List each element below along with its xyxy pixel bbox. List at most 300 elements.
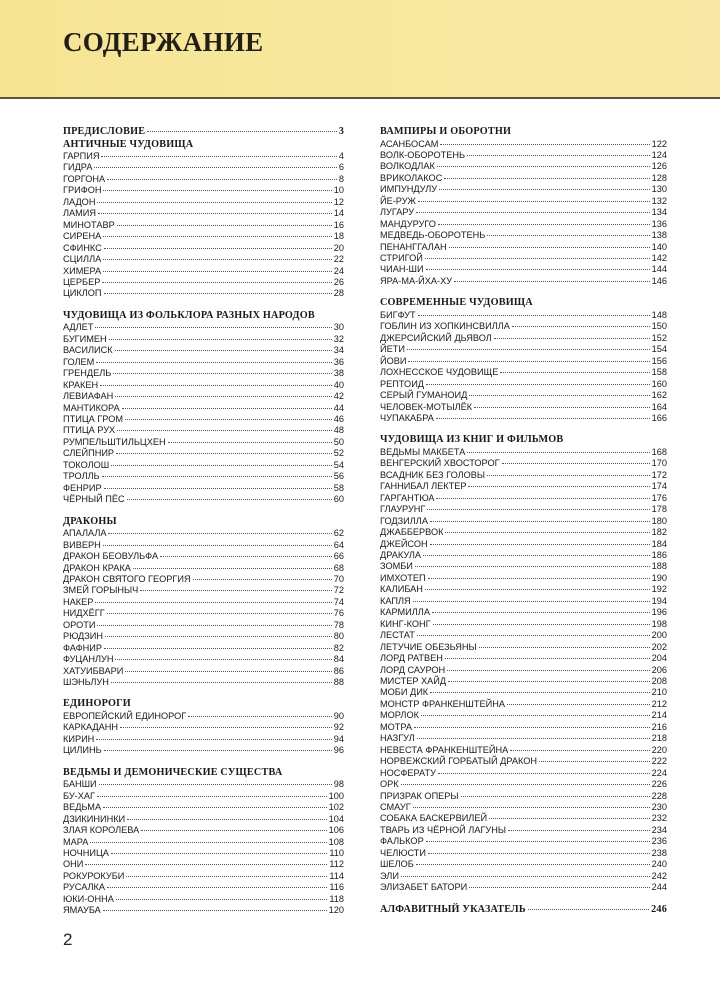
entry-name: ФУЦАНЛУН [63,654,114,665]
toc-entry[interactable] [63,551,344,562]
entry-page-number: 98 [333,779,344,790]
entry-name: ЛАДОН [63,196,96,207]
toc-entry[interactable] [380,367,667,378]
toc-entry[interactable] [380,848,667,859]
section-heading-label: ВЕДЬМЫ И ДЕМОНИЧЕСКИЕ СУЩЕСТВА [63,766,283,778]
entry-name: ГРИФОН [63,185,102,196]
entry-name: ВОЛК-ОБОРОТЕНЬ [380,149,466,160]
toc-entry[interactable] [380,481,667,492]
toc-entry[interactable] [380,710,667,721]
toc-entry[interactable] [63,677,344,688]
toc-entry[interactable] [380,813,667,824]
entry-page-number: 224 [651,767,667,778]
dot-leader [447,670,649,671]
toc-entry[interactable] [380,859,667,870]
entry-page-number: 152 [651,332,667,343]
section-heading-label: СОВРЕМЕННЫЕ ЧУДОВИЩА [380,297,533,309]
dot-leader [461,796,650,797]
entry-name: ДЖЕЙСОН [380,538,428,549]
toc-section [380,126,667,287]
dot-leader [430,544,650,545]
dot-leader [97,796,327,797]
toc-entry[interactable] [380,836,667,847]
toc-entry[interactable] [63,345,344,356]
dot-leader [426,384,650,385]
entry-name: МОБИ ДИК [380,687,429,698]
toc-entry[interactable] [380,871,667,882]
toc-entry[interactable] [380,676,667,687]
toc-entry[interactable] [63,871,344,882]
entry-name: ВАСИЛИСК [63,345,113,356]
dot-leader [104,293,332,294]
dot-leader [428,853,650,854]
toc-entry[interactable] [380,630,667,641]
toc-entry[interactable] [380,665,667,676]
entry-name: МАРА [63,836,89,847]
dot-leader [438,224,650,225]
entry-name: ЯМАУБА [63,905,101,916]
dot-leader [433,624,650,625]
toc-entry[interactable] [63,448,344,459]
toc-entry[interactable] [63,334,344,345]
dot-leader [539,761,650,762]
toc-entry[interactable] [380,184,667,195]
entry-page-number: 126 [651,161,667,172]
entry-page-number: 8 [338,173,344,184]
toc-entry[interactable] [380,447,667,458]
toc-entry[interactable] [380,402,667,413]
entry-page-number: 42 [333,391,344,402]
dot-leader [445,658,650,659]
toc-entry[interactable] [63,574,344,585]
entry-name: ГРЕНДЕЛЬ [63,368,112,379]
entry-name: ДЗИКИНИНКИ [63,813,126,824]
toc-entry[interactable] [63,254,344,265]
dot-leader [97,202,331,203]
toc-entry[interactable] [63,391,344,402]
entry-name: КАРМИЛЛА [380,607,430,618]
toc-entry[interactable] [380,173,667,184]
dot-leader [413,807,650,808]
entry-page-number: 186 [651,550,667,560]
entry-name: СФИНКС [63,242,102,253]
toc-entry[interactable] [380,458,667,469]
entry-page-number: 242 [651,870,667,881]
dot-leader [436,418,650,419]
dot-leader [125,671,331,672]
entry-name: РЮДЗИН [63,631,104,642]
toc-entry[interactable] [380,619,667,630]
entry-name: ГОРГОНА [63,173,106,184]
entry-name: ЦИКЛОП [63,288,102,299]
dot-leader [120,727,332,728]
dot-leader [95,327,331,328]
toc-entry[interactable] [380,722,667,733]
entry-name: ВСАДНИК БЕЗ ГОЛОВЫ [380,469,486,480]
entry-page-number: 214 [651,710,667,721]
entry-name: ГОДЗИЛЛА [380,515,428,526]
entry-name: РУМПЕЛЬШТИЛЬЦХЕН [63,436,166,447]
entry-name: ТВАРЬ ИЗ ЧЁРНОЙ ЛАГУНЫ [380,824,507,835]
toc-entry[interactable] [380,527,667,538]
dot-leader [502,463,650,464]
toc-entry[interactable] [380,825,667,836]
entry-page-number: 90 [333,710,344,721]
toc-entry[interactable] [63,494,344,505]
toc-entry[interactable] [63,905,344,916]
entry-page-number: 132 [651,195,667,206]
toc-entry[interactable] [63,185,344,196]
entry-name: ФЕНРИР [63,482,102,493]
toc-entry[interactable] [63,745,344,756]
toc-entry[interactable] [63,722,344,733]
entry-name: ЛУГАРУ [380,207,415,218]
entry-name: МИНОТАВР [63,219,115,230]
toc-entry[interactable] [63,825,344,836]
entry-name: ЛАМИЯ [63,208,97,219]
toc-entry[interactable] [380,413,667,424]
toc-entry[interactable] [63,425,344,436]
toc-entry[interactable] [380,356,667,367]
entry-name: ВОЛКОДЛАК [380,161,435,172]
entry-name: ОРК [380,779,399,790]
section-heading [380,297,667,310]
entry-name: ЗМЕЙ ГОРЫНЫЧ [63,585,139,596]
toc-entry[interactable] [63,162,344,173]
toc-entry[interactable] [380,756,667,767]
section-heading[interactable] [63,126,344,139]
entry-page-number: 118 [329,893,344,904]
toc-entry[interactable] [380,321,667,332]
toc-entry[interactable] [380,150,667,161]
toc-entry[interactable] [63,814,344,825]
entry-page-number: 154 [651,344,667,355]
entry-page-number: 230 [651,801,667,812]
toc-entry[interactable] [63,666,344,677]
entry-name: ВЕДЬМЫ МАКБЕТА [380,446,466,457]
dot-leader [103,545,332,546]
entry-page-number: 70 [333,573,344,584]
entry-page-number: 18 [333,231,344,242]
entry-name: ЗОМБИ [380,561,413,572]
section-heading[interactable] [380,904,667,917]
toc-entry[interactable] [380,768,667,779]
toc-entry[interactable] [380,390,667,401]
entry-page-number: 24 [333,265,344,276]
dot-leader [439,189,650,190]
toc-entry[interactable] [63,208,344,219]
dot-leader [104,648,332,649]
entry-name: СОБАКА БАСКЕРВИЛЕЙ [380,813,488,824]
toc-entry[interactable] [63,711,344,722]
toc-entry[interactable] [380,470,667,481]
section-heading-label: ДРАКОНЫ [63,515,117,527]
entry-page-number: 238 [651,847,667,858]
entry-page-number: 56 [333,471,344,482]
page-number: 2 [63,930,73,949]
dot-leader [487,475,650,476]
entry-page-number: 22 [333,254,344,265]
entry-page-number: 78 [333,619,344,630]
toc-entry[interactable] [63,894,344,905]
dot-leader [427,509,649,510]
toc-entry[interactable] [63,151,344,162]
entry-name: ЧЕЛЮСТИ [380,847,427,858]
toc-entry[interactable] [380,779,667,790]
dot-leader [494,338,650,339]
entry-page-number: 204 [651,653,667,664]
toc-entry[interactable] [63,174,344,185]
toc-entry[interactable] [380,139,667,150]
toc-entry[interactable] [63,243,344,254]
entry-page-number: 150 [651,321,667,332]
entry-page-number: 144 [651,264,667,275]
dot-leader [444,178,649,179]
toc-entry[interactable] [63,471,344,482]
entry-name: ГАРПИЯ [63,151,100,161]
toc-entry[interactable] [380,493,667,504]
dot-leader [437,166,650,167]
toc-entry[interactable] [380,550,667,561]
toc-entry[interactable] [63,460,344,471]
dot-leader [111,682,332,683]
entry-page-number: 100 [328,790,344,801]
entry-name: ГАННИБАЛ ЛЕКТЕР [380,481,467,492]
toc-entry[interactable] [63,620,344,631]
entry-page-number: 6 [338,162,344,173]
toc-entry[interactable] [63,322,344,333]
entry-page-number: 116 [329,882,344,893]
dot-leader [512,326,650,327]
toc-entry[interactable] [63,608,344,619]
toc-entry[interactable] [63,220,344,231]
toc-entry[interactable] [380,242,667,253]
toc-entry[interactable] [63,882,344,893]
toc-entry[interactable] [63,437,344,448]
toc-entry[interactable] [380,573,667,584]
toc-section [63,126,344,139]
entry-name: КИНГ-КОНГ [380,618,431,629]
toc-entry[interactable] [63,643,344,654]
dot-leader [430,521,650,522]
entry-page-number: 236 [651,836,667,847]
toc-entry[interactable] [63,597,344,608]
toc-entry[interactable] [63,734,344,745]
dot-leader [469,395,649,396]
entry-page-number: 184 [651,538,667,549]
toc-entry[interactable] [380,333,667,344]
entry-name: ДРАКОН БЕОВУЛЬФА [63,551,159,562]
toc-entry[interactable] [380,607,667,618]
entry-name: СЛЕЙПНИР [63,448,115,459]
entry-page-number: 240 [651,859,667,870]
toc-entry[interactable] [63,414,344,425]
toc-entry[interactable] [63,837,344,848]
entry-name: ПТИЦА ГРОМ [63,414,123,425]
toc-entry[interactable] [63,277,344,288]
section-page-number: 3 [338,126,344,137]
entry-name: ДРАКУЛА [380,550,422,560]
toc-entry[interactable] [380,802,667,813]
entry-page-number: 244 [651,882,667,893]
entry-name: АСАНБОСАМ [380,138,439,149]
dot-leader [127,819,326,820]
section-heading [63,516,344,529]
toc-left-column [63,126,344,927]
toc-entry[interactable] [63,528,344,539]
toc-entry[interactable] [63,368,344,379]
dot-leader [474,407,650,408]
toc-entry[interactable] [380,596,667,607]
toc-entry[interactable] [63,585,344,596]
entry-name: РЕПТОИД [380,378,425,389]
toc-entry[interactable] [63,654,344,665]
entry-name: ЙЕТИ [380,344,405,355]
toc-entry[interactable] [380,687,667,698]
entry-name: ХАТУИБВАРИ [63,665,124,676]
entry-page-number: 188 [651,561,667,572]
section-heading [63,767,344,780]
section-heading [63,310,344,323]
entry-page-number: 62 [333,528,344,539]
toc-entry[interactable] [380,539,667,550]
entry-name: ТРОЛЛЬ [63,471,100,482]
toc-entry[interactable] [63,403,344,414]
entry-name: ЦИЛИНЬ [63,745,102,756]
toc-entry[interactable] [63,791,344,802]
toc-entry[interactable] [63,483,344,494]
entry-page-number: 232 [651,813,667,824]
dot-leader [103,910,327,911]
toc-entry[interactable] [380,504,667,515]
toc-entry[interactable] [380,264,667,275]
entry-page-number: 160 [651,378,667,389]
entry-page-number: 234 [651,824,667,835]
toc-entry[interactable] [63,380,344,391]
entry-page-number: 200 [651,630,667,641]
dot-leader [507,704,650,705]
entry-name: ЯРА-МА-ЙХА-ХУ [380,275,453,286]
entry-name: НОСФЕРАТУ [380,767,436,778]
toc-entry[interactable] [63,859,344,870]
entry-name: РУСАЛКА [63,882,106,893]
toc-entry[interactable] [63,848,344,859]
entry-page-number: 44 [333,402,344,413]
entry-page-number: 30 [333,322,344,333]
toc-entry[interactable] [63,288,344,299]
toc-entry[interactable] [380,310,667,321]
dot-leader [108,533,331,534]
toc-entry[interactable] [380,882,667,893]
entry-page-number: 86 [333,665,344,676]
toc-entry[interactable] [380,344,667,355]
entry-page-number: 176 [651,492,667,503]
toc-entry[interactable] [63,802,344,813]
toc-entry[interactable] [380,745,667,756]
toc-entry[interactable] [63,779,344,790]
entry-name: МАНТИКОРА [63,402,120,413]
entry-page-number: 166 [651,412,667,423]
entry-page-number: 220 [651,744,667,755]
section-heading-label: ЧУДОВИЩА ИЗ ФОЛЬКЛОРА РАЗНЫХ НАРОДОВ [63,309,315,321]
entry-name: ГОЛЕМ [63,356,95,367]
entry-page-number: 128 [651,172,667,183]
dot-leader [102,476,332,477]
toc-entry[interactable] [63,357,344,368]
entry-name: ИМХОТЕП [380,572,426,583]
dot-leader [103,190,331,191]
toc-entry[interactable] [380,276,667,287]
dot-leader [430,692,649,693]
toc-entry[interactable] [380,219,667,230]
toc-entry[interactable] [380,379,667,390]
toc-entry[interactable] [63,266,344,277]
dot-leader [528,909,649,910]
entry-page-number: 212 [651,698,667,709]
toc-entry[interactable] [63,197,344,208]
entry-page-number: 52 [333,448,344,459]
toc-entry[interactable] [63,540,344,551]
entry-name: КАРКАДАНН [63,722,119,733]
entry-name: ФАФНИР [63,642,102,653]
toc-entry[interactable] [380,207,667,218]
entry-name: СЦИЛЛА [63,254,102,265]
entry-page-number: 172 [651,469,667,480]
entry-name: ЙОВИ [380,355,407,366]
toc-entry[interactable] [380,791,667,802]
toc-entry[interactable] [63,231,344,242]
entry-name: ПТИЦА РУХ [63,425,116,436]
toc-entry[interactable] [380,161,667,172]
dot-leader [418,315,650,316]
entry-name: ТОКОЛОШ [63,459,110,470]
toc-entry[interactable] [380,253,667,264]
entry-name: ЧУПАКАБРА [380,412,434,423]
entry-page-number: 146 [651,275,667,286]
entry-name: МОРЛОК [380,710,419,721]
dot-leader [193,579,332,580]
entry-name: КАЛИБАН [380,584,423,595]
entry-name: ЦЕРБЕР [63,276,101,287]
toc-entry[interactable] [63,631,344,642]
entry-page-number: 36 [333,356,344,367]
toc-entry[interactable] [63,563,344,574]
toc-entry[interactable] [380,516,667,527]
toc-entry[interactable] [380,584,667,595]
toc-entry[interactable] [380,230,667,241]
entry-page-number: 88 [333,677,344,688]
dot-leader [421,715,650,716]
toc-entry[interactable] [380,642,667,653]
entry-name: ОНИ [63,859,84,870]
toc-entry[interactable] [380,653,667,664]
entry-page-number: 50 [333,436,344,447]
entry-name: ДЖАББЕРВОК [380,527,444,538]
toc-entry[interactable] [380,699,667,710]
toc-entry[interactable] [380,561,667,572]
entry-page-number: 76 [333,608,344,619]
entry-name: МОНСТР ФРАНКЕНШТЕЙНА [380,698,505,709]
entry-name: СТРИГОЙ [380,253,423,264]
dot-leader [141,830,326,831]
entry-page-number: 194 [651,595,667,606]
entry-page-number: 108 [328,836,344,847]
toc-entry[interactable] [380,733,667,744]
entry-page-number: 82 [333,642,344,653]
entry-name: ВИВЕРН [63,539,101,550]
entry-page-number: 28 [333,288,344,299]
toc-entry[interactable] [380,196,667,207]
